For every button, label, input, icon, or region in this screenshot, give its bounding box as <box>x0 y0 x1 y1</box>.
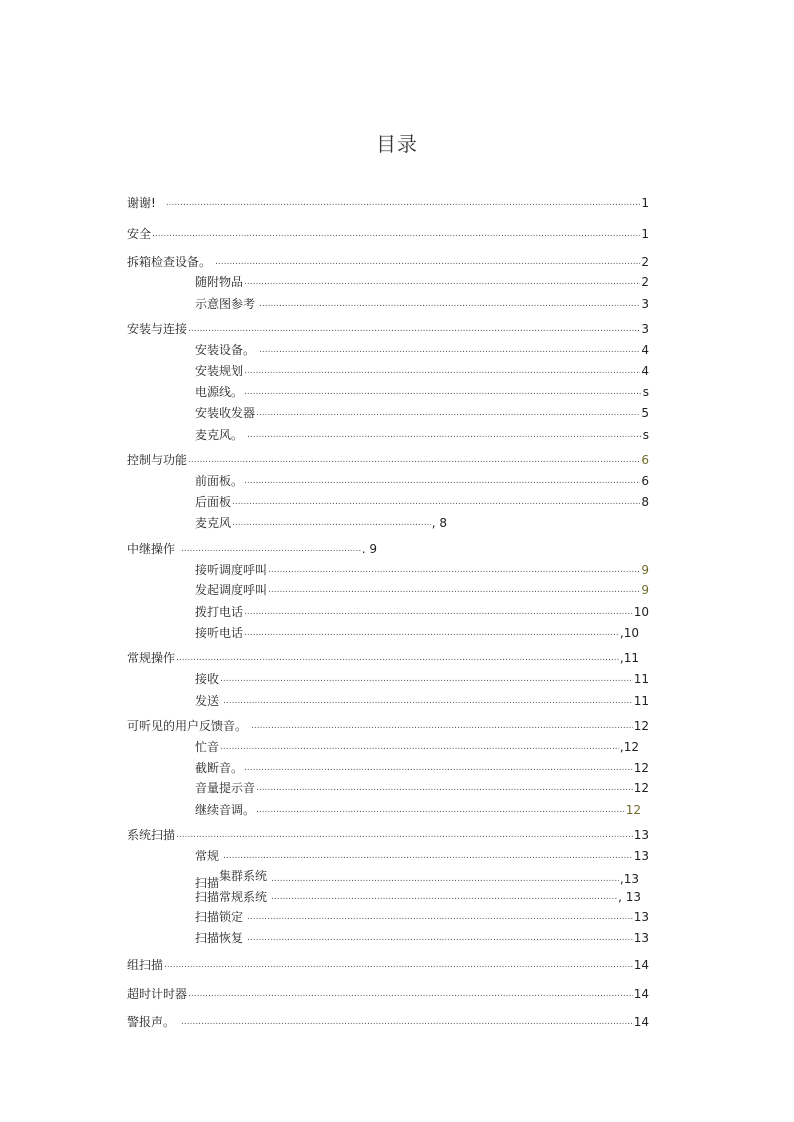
dot-leader <box>223 849 633 863</box>
toc-entry[interactable] <box>127 320 649 336</box>
toc-entry[interactable] <box>127 956 649 972</box>
toc-entry-page: 12 <box>633 761 649 775</box>
toc-entry-page: ,11 <box>619 651 639 665</box>
dot-leader <box>244 275 640 289</box>
toc-entry-label: 后面板 <box>195 495 232 509</box>
toc-entry-page: 9 <box>641 563 649 577</box>
toc-entry[interactable] <box>195 472 649 488</box>
toc-entry-page: s <box>642 428 649 442</box>
toc-entry-label: 安装设备。 <box>195 343 256 357</box>
toc-entry-page: 11 <box>633 694 649 708</box>
toc-entry-label: 拆箱检查设备。 <box>127 255 212 269</box>
toc-entry-label: 麦克风。 <box>195 428 244 442</box>
toc-entry[interactable] <box>195 581 649 597</box>
toc-entry[interactable] <box>195 869 639 890</box>
toc-entry-page: 6 <box>641 474 649 488</box>
toc-entry-label: 继续音调。 <box>195 803 256 817</box>
toc-entry-label: 截断音。 <box>195 761 244 775</box>
toc-entry-page: 1 <box>641 196 649 210</box>
dot-leader <box>244 385 642 399</box>
toc-entry-page: 4 <box>641 364 649 378</box>
dot-leader <box>181 542 361 556</box>
toc-entry-page: 4 <box>641 343 649 357</box>
toc-entry-label: 发送 <box>195 694 220 708</box>
dot-leader <box>247 910 633 924</box>
dot-leader <box>251 719 633 733</box>
toc-entry[interactable] <box>195 514 447 530</box>
toc-entry[interactable] <box>195 670 649 686</box>
toc-entry[interactable] <box>195 847 649 863</box>
toc-entry-page: 12 <box>625 803 641 817</box>
toc-entry-label: 控制与功能 <box>127 453 188 467</box>
dot-leader <box>256 406 640 420</box>
toc-entry-label: 接收 <box>195 672 220 686</box>
toc-entry-label: 谢谢! <box>127 196 156 210</box>
toc-entry-label: 接听电话 <box>195 626 244 640</box>
toc-entry-page: 2 <box>641 275 649 289</box>
toc-entry-page: , 13 <box>618 890 641 904</box>
toc-entry[interactable] <box>127 540 377 556</box>
toc-entry[interactable] <box>195 404 649 420</box>
toc-entry[interactable] <box>195 759 649 775</box>
toc-entry[interactable] <box>195 801 641 817</box>
toc-entry-label: 警报声。 <box>127 1015 176 1029</box>
dot-leader <box>259 343 640 357</box>
toc-entry[interactable] <box>195 603 649 619</box>
toc-entry[interactable] <box>195 426 649 442</box>
toc-entry-label: 接听调度呼叫 <box>195 563 268 577</box>
toc-entry[interactable] <box>195 362 649 378</box>
toc-entry[interactable] <box>127 194 649 210</box>
page-title: 目录 <box>376 132 418 156</box>
dot-leader <box>244 474 640 488</box>
toc-entry-label: 安装与连接 <box>127 322 188 336</box>
dot-leader <box>247 428 642 442</box>
toc-entry-page: 1 <box>641 227 649 241</box>
toc-entry-label: 电源线。 <box>195 385 244 399</box>
toc-entry-page: 5 <box>641 406 649 420</box>
dot-leader <box>259 297 640 311</box>
toc-entry-page: 6 <box>641 453 649 467</box>
toc-entry-label: 随附物品 <box>195 275 244 289</box>
toc-entry-label: 常规操作 <box>127 651 176 665</box>
toc-entry-label: 安装收发器 <box>195 406 256 420</box>
toc-entry[interactable] <box>127 253 649 269</box>
toc-entry-label: 安全 <box>127 227 152 241</box>
toc-entry-page: 14 <box>633 958 649 972</box>
toc-entry-label: 示意图参考 <box>195 297 256 311</box>
toc-entry[interactable] <box>127 225 649 241</box>
toc-entry-page: 3 <box>641 297 649 311</box>
toc-entry[interactable] <box>127 649 639 665</box>
toc-entry-label-main: 扫描 <box>195 876 220 890</box>
toc-entry[interactable] <box>127 451 649 467</box>
toc-entry[interactable] <box>195 929 649 945</box>
toc-entry-page: 11 <box>633 672 649 686</box>
toc-entry[interactable] <box>127 985 649 1001</box>
toc-entry-label: 扫描恢复 <box>195 931 244 945</box>
toc-entry-label: 前面板。 <box>195 474 244 488</box>
toc-entry-label: 超时计时器 <box>127 987 188 1001</box>
toc-entry[interactable] <box>195 561 649 577</box>
toc-entry[interactable] <box>127 1013 649 1029</box>
dot-leader <box>188 322 640 336</box>
dot-leader <box>256 803 625 817</box>
dot-leader <box>256 781 633 795</box>
dot-leader <box>215 255 640 269</box>
toc-entry-page: 8 <box>641 495 649 509</box>
toc-entry[interactable] <box>195 341 649 357</box>
toc-entry[interactable] <box>195 738 639 754</box>
toc-entry-page: 2 <box>641 255 649 269</box>
toc-entry-label: 扫描常规系统 <box>195 890 268 904</box>
toc-entry-page: 10 <box>633 605 649 619</box>
toc-entry-label: 可听见的用户反馈音。 <box>127 719 248 733</box>
dot-leader <box>232 516 431 530</box>
toc-entry-label: 发起调度呼叫 <box>195 583 268 597</box>
toc-entry-label: 麦克风 <box>195 516 232 530</box>
toc-entry-page: ,12 <box>619 740 639 754</box>
toc-entry[interactable] <box>195 493 649 509</box>
dot-leader <box>166 196 641 210</box>
toc-entry-label: 扫描锁定 <box>195 910 244 924</box>
dot-leader <box>181 1015 633 1029</box>
toc-entry[interactable] <box>195 779 649 795</box>
toc-entry-label: 组扫描 <box>127 958 164 972</box>
toc-entry[interactable] <box>127 826 649 842</box>
toc-entry-page: 9 <box>641 583 649 597</box>
toc-entry-label: 音量提示音 <box>195 781 256 795</box>
toc-entry-page: ,13 <box>619 872 639 886</box>
toc-entry-page: 12 <box>633 719 649 733</box>
toc-entry[interactable] <box>127 717 649 733</box>
toc-entry-page: , 8 <box>431 516 447 530</box>
toc-entry-label: 拨打电话 <box>195 605 244 619</box>
dot-leader <box>268 563 640 577</box>
dot-leader <box>244 364 640 378</box>
dot-leader <box>152 227 640 241</box>
toc-entry-label: 忙音 <box>195 740 220 754</box>
dot-leader <box>268 583 640 597</box>
dot-leader <box>220 740 619 754</box>
toc-entry-label: 系统扫描 <box>127 828 176 842</box>
toc-entry-label: 中继操作 <box>127 542 176 556</box>
toc-entry-page: . 9 <box>361 542 377 556</box>
toc-entry-page: 14 <box>633 987 649 1001</box>
toc-entry[interactable] <box>195 692 649 708</box>
dot-leader <box>188 453 640 467</box>
dot-leader <box>244 626 619 640</box>
toc-entry[interactable] <box>195 273 649 289</box>
dot-leader <box>220 672 633 686</box>
toc-entry-page: 13 <box>633 828 649 842</box>
dot-leader <box>188 987 633 1001</box>
toc-entry-label: 安装规划 <box>195 364 244 378</box>
dot-leader <box>244 761 633 775</box>
toc-entry[interactable] <box>195 624 639 640</box>
dot-leader <box>176 828 633 842</box>
toc-entry-label: 常规 <box>195 849 220 863</box>
dot-leader <box>223 694 633 708</box>
toc-entry-page: 13 <box>633 910 649 924</box>
toc-entry-page: 3 <box>641 322 649 336</box>
toc-entry-page: s <box>642 385 649 399</box>
toc-entry-page: 14 <box>633 1015 649 1029</box>
dot-leader <box>232 495 640 509</box>
toc-entry-page: ,10 <box>619 626 639 640</box>
toc-entry[interactable] <box>195 908 649 924</box>
toc-entry[interactable] <box>195 888 641 904</box>
dot-leader <box>176 651 619 665</box>
toc-entry-page: 12 <box>633 781 649 795</box>
dot-leader <box>247 931 633 945</box>
dot-leader <box>164 958 633 972</box>
dot-leader <box>271 872 619 886</box>
dot-leader <box>271 890 617 904</box>
toc-entry-page: 13 <box>633 931 649 945</box>
toc-entry[interactable] <box>195 383 649 399</box>
toc-entry-label <box>195 869 268 890</box>
toc-entry-page: 13 <box>633 849 649 863</box>
dot-leader <box>244 605 633 619</box>
toc-entry-label-extra: 集群系统 <box>219 869 268 883</box>
toc-entry[interactable] <box>195 295 649 311</box>
